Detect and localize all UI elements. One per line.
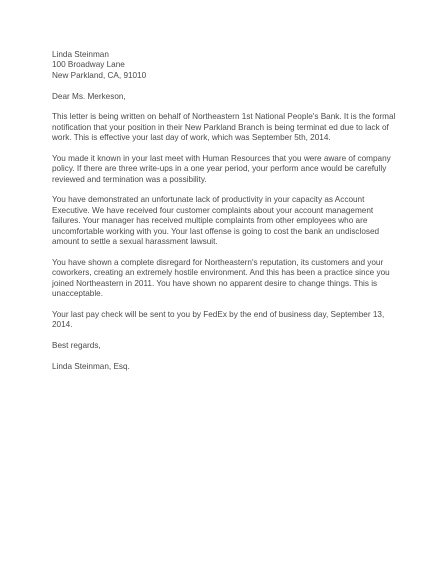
paragraph-line: joined Northeastern in 2011. You have shown no apparent desire to change things. This is: [52, 278, 378, 288]
sender-street: 100 Broadway Lane: [52, 60, 125, 70]
spacer: [52, 81, 392, 91]
spacer: [52, 351, 392, 361]
paragraph-productivity: [52, 195, 392, 247]
paragraph-line: unacceptable.: [52, 288, 103, 298]
spacer: [52, 299, 392, 309]
sender-city: New Parkland, CA, 91010: [52, 70, 147, 80]
paragraph-line: You have demonstrated an unfortunate lack of productivity in your capacity as Account: [52, 195, 365, 205]
spacer: [52, 102, 392, 112]
sender-name: Linda Steinman: [52, 50, 109, 59]
spacer: [52, 185, 392, 195]
paragraph-line: This letter is being written on behalf of Northeastern 1st National People's Bank. It is the formal: [52, 112, 396, 122]
paragraph-line: Your last pay check will be sent to you by FedEx by the end of business day, September 13,: [52, 309, 385, 319]
paragraph-line: reviewed and termination was a possibility.: [52, 174, 207, 184]
paragraph-line: amount to settle a sexual harassment lawsuit.: [52, 237, 218, 247]
spacer: [52, 144, 392, 154]
paragraph-line: coworkers, creating an extremely hostile environment. And this has been a practice since you: [52, 268, 390, 278]
paragraph-line: work. This is effective your last day of work, which was September 5th, 2014.: [52, 133, 331, 143]
paragraph-reputation: [52, 258, 392, 300]
paragraph-final-pay: [52, 310, 392, 331]
sender-address: [52, 50, 392, 81]
letter-body: [52, 50, 396, 372]
paragraph-policy: [52, 154, 392, 185]
paragraph-line: Executive. We have received four customer complaints about your account management: [52, 205, 374, 215]
paragraph-line: You made it known in your last meet with Human Resources that you were aware of company: [52, 153, 391, 163]
signature: Linda Steinman, Esq.: [52, 361, 130, 371]
spacer: [52, 331, 392, 341]
paragraph-line: failures. Your manager has received multiple complaints from other employees who are: [52, 216, 368, 226]
closing: Best regards,: [52, 340, 101, 350]
paragraph-line: notification that your position in their New Parkland Branch is being terminat ed due to lack of: [52, 122, 389, 132]
salutation: Dear Ms. Merkeson,: [52, 91, 126, 101]
paragraph-line: uncomfortable working with you. Your last offense is going to cost the bank an undisclosed: [52, 226, 380, 236]
paragraph-line: policy. If there are three write-ups in a one year period, your perform ance would be carefully: [52, 164, 387, 174]
paragraph-line: You have shown a complete disregard for Northeastern's reputation, its customers and your: [52, 257, 384, 267]
paragraph-line: 2014.: [52, 320, 73, 330]
spacer: [52, 247, 392, 257]
paragraph-termination-notice: [52, 112, 396, 143]
